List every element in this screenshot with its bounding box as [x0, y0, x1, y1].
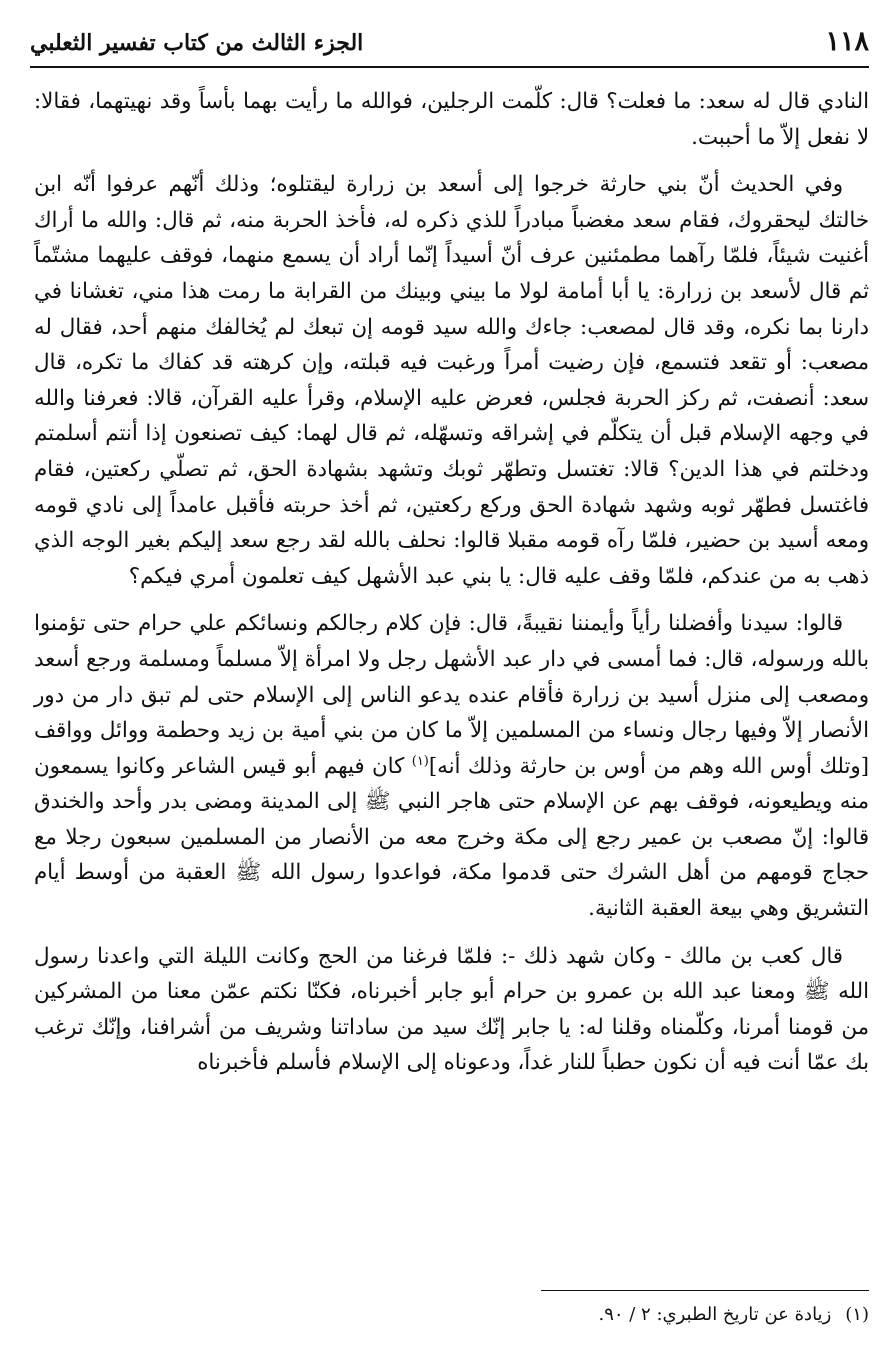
paragraph: وفي الحديث أنّ بني حارثة خرجوا إلى أسعد بن زرارة ليقتلوه؛ وذلك أنّهم عرفوا أنّه ابن خالتك ليحقروك، فقام سعد مغضباً مبادراً للذي ذكره له، فأخذ الحربة منه، ثم قال: والله ما أراك أغنيت شيئاً، فلمّا رآهما مطمئنين عرف أنّ أسيداً إنّما أراد أن يسمع منهما، فوقف عليهما مشتّماً ثم قال لأسعد بن زرارة: يا أبا أمامة لولا ما بيني وبينك من القرابة ما رمت هذا مني، تغشانا في دارنا بما نكره، وقد قال لمصعب: جاءك والله سيد قومه إن تبعك لم يُخالفك منهم أحد، فقال له مصعب: أو تقعد فتسمع، فإن رضيت أمراً ورغبت فيه قبلته، وإن كرهته قد كفاك ما تكره، قال سعد: أنصفت، ثم ركز الحربة فجلس، فعرض عليه الإسلام، وقرأ عليه القرآن، قالا: فعرفنا والله في وجهه الإسلام قبل أن يتكلّم في إشراقه وتسهّله، ثم قال لهما: كيف تصنعون إذا أنتم أسلمتم ودخلتم في هذا الدين؟ قالا: تغتسل وتطهّر ثوبك وتشهد بشهادة الحق، ثم تصلّي ركعتين، فقام فاغتسل فطهّر ثوبه وشهد شهادة الحق وركع ركعتين، ثم أخذ حربته فأقبل عامداً إلى نادي قومه ومعه أسيد بن حضير، فلمّا رآه قومه مقبلا قالوا: نحلف بالله لقد رجع سعد إليكم بغير الوجه الذي ذهب به من عندكم، فلمّا وقف عليه قال: يا بني عبد الأشهل كيف تعلمون أمري فيكم؟ [34, 172, 869, 589]
footnote-text: زيادة عن تاريخ الطبري: ٢ / ٩٠. [598, 1304, 832, 1325]
body-text [34, 84, 869, 1093]
footnote [598, 1302, 869, 1328]
paragraph [34, 606, 869, 926]
footnote-divider [541, 1290, 869, 1291]
paragraph: قال كعب بن مالك - وكان شهد ذلك -: فلمّا فرغنا من الحج وكانت الليلة التي واعدنا رسول الله ﷺ ومعنا عبد الله بن عمرو بن حرام أبو جابر أخبرناه، فكنّا نكتم عمّن معنا من المشركين من قومنا أمرنا، وكلّمناه وقلنا له: يا جابر إنّك سيد من ساداتنا وشريف من أشرافنا، وإنّك ترغب بك عمّا أنت فيه أن نكون حطباً للنار غداً، ودعوناه إلى الإسلام فأسلم فأخبرناه [34, 943, 869, 1076]
paragraph-text: قالوا: سيدنا وأفضلنا رأياً وأيمننا نقيبةً، قال: فإن كلام رجالكم ونسائكم علي حرام حتى تؤمنوا بالله ورسوله، قال: فما أمسى في دار عبد الأشهل رجل ولا امرأة إلاّ مسلماً ومسلمة ورجع أسعد ومصعب إلى منزل أسيد بن زرارة فأقام عنده يدعو الناس إلى الإسلام حتى لم تبق دار من دور الأنصار إلاّ وفيها رجال ونساء من المسلمين إلاّ ما كان من بني أمية بن زيد وحطمة ووائل وواقف [وتلك أوس الله وهم من أوس بن حارثة وذلك أنه] [34, 611, 869, 779]
running-title: الجزء الثالث من كتاب تفسير الثعلبي [30, 30, 364, 56]
paragraph-text: كان فيهم أبو قيس الشاعر وكانوا يسمعون منه ويطيعونه، فوقف بهم عن الإسلام حتى هاجر النبي ﷺ إلى المدينة ومضى بدر وأحد والخندق قالوا: إنّ مصعب بن عمير رجع إلى مكة وخرج معه من الأنصار من المسلمين سبعون رجلا مع حجاج قومهم من أهل الشرك حتى قدموا مكة، فواعدوا رسول الله ﷺ العقبة من أوسط أيام التشريق وهي بيعة العقبة الثانية. [34, 753, 869, 922]
footnote-marker: (١) [845, 1304, 869, 1325]
page-header [30, 26, 869, 68]
page-number: ١١٨ [825, 26, 869, 57]
paragraph: النادي قال له سعد: ما فعلت؟ قال: كلّمت الرجلين، فوالله ما رأيت بهما بأساً وقد نهيتهما، فقالا: لا نفعل إلاّ ما أحببت. [34, 89, 869, 150]
footnote-reference: (١) [411, 753, 429, 769]
